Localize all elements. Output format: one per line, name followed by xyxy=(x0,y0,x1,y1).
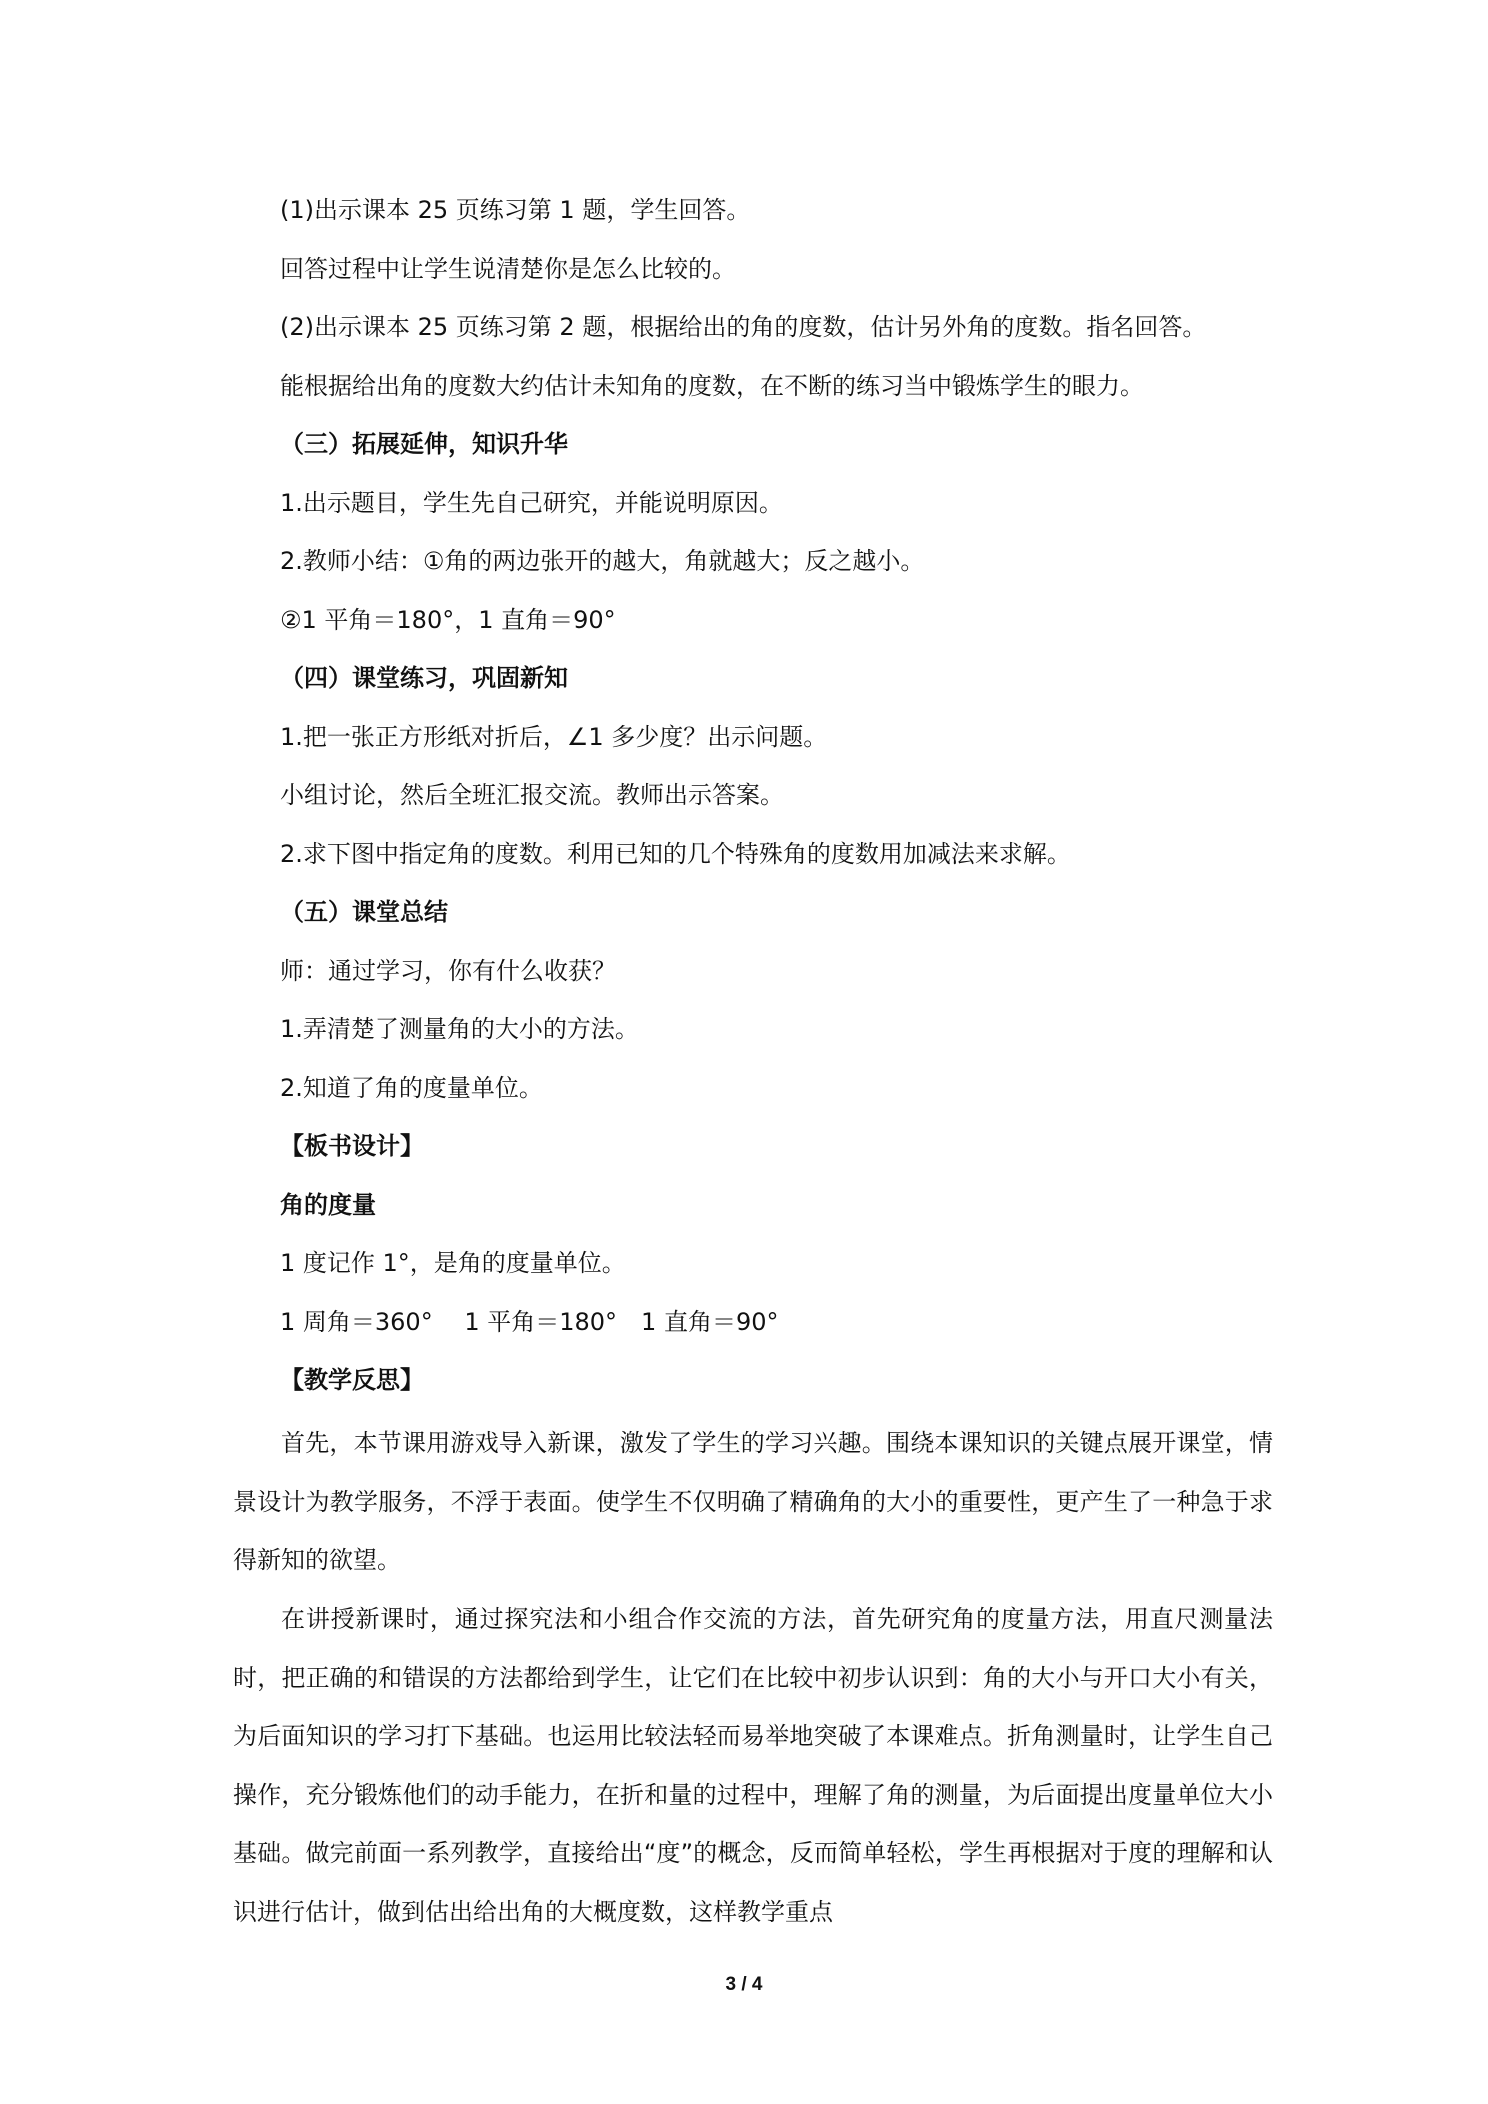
text-line: 2.求下图中指定角的度数。利用已知的几个特殊角的度数用加减法来求解。 xyxy=(280,840,1071,868)
text-line: 小组讨论，然后全班汇报交流。教师出示答案。 xyxy=(280,781,784,809)
reflection-paragraph: 首先，本节课用游戏导入新课，激发了学生的学习兴趣。围绕本课知识的关键点展开课堂，情景设计为教学服务，不浮于表面。使学生不仅明确了精确角的大小的重要性，更产生了一种急于求得新知的欲望。 xyxy=(233,1429,1273,1574)
section-heading: （三）拓展延伸，知识升华 xyxy=(280,430,568,458)
text-line: 1.把一张正方形纸对折后，∠1 多少度？出示问题。 xyxy=(280,723,828,751)
text-line: (2)出示课本 25 页练习第 2 题，根据给出的角的度数，估计另外角的度数。指名回答。 xyxy=(280,313,1207,341)
section-heading: （四）课堂练习，巩固新知 xyxy=(280,664,568,692)
page-number: 3 / 4 xyxy=(725,1974,763,1995)
section-heading: 【板书设计】 xyxy=(280,1132,424,1160)
text-line: 回答过程中让学生说清楚你是怎么比较的。 xyxy=(280,255,736,283)
text-line: 2.教师小结：①角的两边张开的越大，角就越大；反之越小。 xyxy=(280,547,925,575)
text-line: 1.弄清楚了测量角的大小的方法。 xyxy=(280,1015,639,1043)
text-line: 1.出示题目，学生先自己研究，并能说明原因。 xyxy=(280,489,783,517)
reflection-paragraph: 在讲授新课时，通过探究法和小组合作交流的方法，首先研究角的度量方法，用直尺测量法时，把正确的和错误的方法都给到学生，让它们在比较中初步认识到：角的大小与开口大小有关，为后面知识的学习打下基础。也运用比较法轻而易举地突破了本课难点。折角测量时，让学生自己操作，充分锻炼他们的动手能力，在折和量的过程中，理解了角的测量，为后面提出度量单位大小基础。做完前面一系列教学，直接给出“度”的概念，反而简单轻松，学生再根据对于度的理解和认识进行估计，做到估出给出角的大概度数，这样教学重点 xyxy=(233,1605,1273,1926)
section-heading: （五）课堂总结 xyxy=(280,898,448,926)
text-line: (1)出示课本 25 页练习第 1 题，学生回答。 xyxy=(280,196,751,224)
subsection-heading: 角的度量 xyxy=(280,1191,376,1219)
text-line: 1 度记作 1°，是角的度量单位。 xyxy=(280,1249,626,1277)
section-heading: 【教学反思】 xyxy=(280,1366,424,1394)
text-line: 师：通过学习，你有什么收获？ xyxy=(280,957,616,985)
text-line: 1 周角＝360° 1 平角＝180° 1 直角＝90° xyxy=(280,1308,779,1336)
text-line: ②1 平角＝180°，1 直角＝90° xyxy=(280,606,616,634)
text-line: 2.知道了角的度量单位。 xyxy=(280,1074,543,1102)
text-line: 能根据给出角的度数大约估计未知角的度数，在不断的练习当中锻炼学生的眼力。 xyxy=(280,372,1144,400)
